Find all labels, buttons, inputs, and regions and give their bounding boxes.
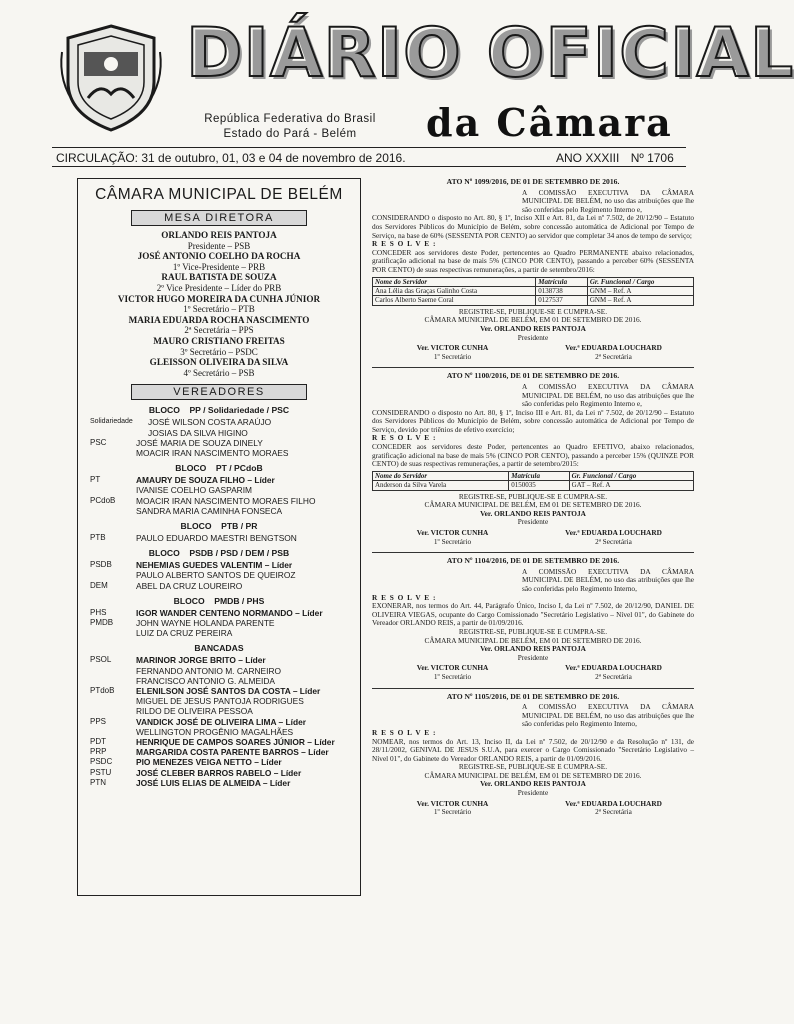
table-row <box>373 296 694 305</box>
party-label <box>90 570 136 580</box>
publish-line: REGISTRE-SE, PUBLIQUE-SE E CUMPRA-SE. <box>458 626 608 636</box>
place-date-line: CÂMARA MUNICIPAL DE BELÉM, EM 01 DE SETEMBRO DE 2016. <box>424 770 642 780</box>
member-name: IVANISE COELHO GASPARIM <box>136 485 253 496</box>
party-label: PSOL <box>90 655 112 665</box>
member-row <box>78 768 360 778</box>
president-signature <box>372 510 694 527</box>
member-row <box>78 417 360 427</box>
member-name: AMAURY DE SOUZA FILHO – Líder <box>136 475 275 486</box>
party-label: PSC <box>90 437 107 447</box>
act-resolve: CONCEDER aos servidores deste Poder, pertencentes ao Quadro PERMANENTE abaixo relacionados, gratificação adicional na base de mais 5% (CINCO POR CENTO), passando a perceber 60% (SESSENTA POR CENTO) de suas respectivas remunerações, a partir de setembro/2016: <box>372 247 694 274</box>
edition-info <box>556 151 674 165</box>
member-row <box>78 727 360 737</box>
table-header: Matrícula <box>536 277 588 286</box>
act-block <box>372 372 694 546</box>
table-header: Nome do Servidor <box>373 277 536 286</box>
bloco-label: BLOCO <box>175 463 207 474</box>
act-separator <box>372 688 694 689</box>
servants-table <box>372 471 694 491</box>
mesa-member-role: 2º Vice Presidente – Líder do PRB <box>156 282 282 293</box>
member-name: JOSÉ CLEBER BARROS RABELO – Líder <box>136 767 302 778</box>
issuer-block <box>200 112 380 142</box>
member-name: SANDRA MARIA CAMINHA FONSECA <box>136 505 283 516</box>
secretary-1-signature <box>383 800 523 817</box>
chamber-title: CÂMARA MUNICIPAL DE BELÉM <box>95 186 343 203</box>
member-row <box>78 485 360 495</box>
act-intro: A COMISSÃO EXECUTIVA DA CÂMARA MUNICIPAL DE BELÉM, no uso das atribuições que lhe são conferidas pelo Regimento Interno e, <box>522 381 694 409</box>
president-role: Presidente <box>517 517 549 527</box>
table-cell: Ana Lélia das Graças Galinho Costa <box>373 286 536 295</box>
act-intro: A COMISSÃO EXECUTIVA DA CÂMARA MUNICIPAL DE BELÉM, no uso das atribuições que lhe são conferidas pelo Regimento Interno, <box>522 702 694 729</box>
act-separator <box>372 552 694 553</box>
member-row <box>78 428 360 438</box>
secretary-2-name: Ver.ª EDUARDA LOUCHARD <box>565 663 662 673</box>
publication-subtitle: da Câmara <box>426 100 673 145</box>
member-name: JOSIAS DA SILVA HIGINO <box>148 427 248 438</box>
mesa-member-name: VICTOR HUGO MOREIRA DA CUNHA JÚNIOR <box>117 293 321 304</box>
member-name: MOACIR IRAN NASCIMENTO MORAES FILHO <box>136 495 316 506</box>
table-header-row <box>373 277 694 286</box>
secretary-2-role: 2ª Secretária <box>595 536 632 546</box>
member-name: ABEL DA CRUZ LOUREIRO <box>136 580 243 591</box>
bloco-heading <box>78 405 360 415</box>
bloco-parties: PMDB / PHS <box>214 595 265 606</box>
mesa-member-name: MARIA EDUARDA ROCHA NASCIMENTO <box>128 314 310 325</box>
member-name: RILDO DE OLIVEIRA PESSOA <box>136 706 253 717</box>
member-row <box>78 676 360 686</box>
secretary-1-role: 1º Secretário <box>433 536 472 546</box>
member-row <box>78 747 360 757</box>
member-row <box>78 506 360 516</box>
bloco-parties: PT / PCdoB <box>215 463 263 474</box>
publish-line: REGISTRE-SE, PUBLIQUE-SE E CUMPRA-SE. <box>458 491 608 501</box>
table-header: Nome do Servidor <box>373 471 509 480</box>
secretary-1-signature <box>383 664 523 681</box>
table-row <box>373 481 694 490</box>
secretary-1-name: Ver. VICTOR CUNHA <box>416 528 489 538</box>
publish-line: REGISTRE-SE, PUBLIQUE-SE E CUMPRA-SE. <box>458 306 608 316</box>
secretary-2-role: 2ª Secretária <box>595 671 632 681</box>
president-name: Ver. ORLANDO REIS PANTOJA <box>480 508 586 518</box>
party-label <box>90 448 136 458</box>
bancadas-list <box>78 655 360 788</box>
secretary-1-role: 1º Secretário <box>433 351 472 361</box>
president-signature <box>372 645 694 662</box>
member-row <box>78 533 360 543</box>
table-row <box>373 286 694 295</box>
table-cell: Carlos Alberto Saeme Coral <box>373 296 536 305</box>
member-name: MARINOR JORGE BRITO – Líder <box>136 655 266 666</box>
party-label: PSDB <box>90 560 112 570</box>
president-role: Presidente <box>517 332 549 342</box>
party-label: PT <box>90 475 101 485</box>
member-name: MIGUEL DE JESUS PANTOJA RODRIGUES <box>136 696 304 707</box>
member-name: HENRIQUE DE CAMPOS SOARES JÚNIOR – Líder <box>136 736 335 747</box>
party-label: PSDC <box>90 757 113 767</box>
party-label <box>90 485 136 495</box>
secretary-1-name: Ver. VICTOR CUNHA <box>416 798 489 808</box>
secretary-2-signature <box>544 800 684 817</box>
masthead-rule-top <box>52 147 686 148</box>
member-name: NEHEMIAS GUEDES VALENTIM – Líder <box>136 560 293 571</box>
member-name: PAULO EDUARDO MAESTRI BENGTSON <box>136 532 297 543</box>
mesa-member-role: Presidente – PSB <box>187 240 251 251</box>
member-name: JOSÉ MARIA DE SOUZA DINELY <box>136 437 263 448</box>
party-label: PTB <box>90 532 106 542</box>
secretary-1-role: 1º Secretário <box>433 671 472 681</box>
party-label: PHS <box>90 607 107 617</box>
bloco-heading <box>78 548 360 558</box>
party-label: Solidariedade <box>90 418 133 426</box>
act-considerando: CONSIDERANDO o disposto no Art. 80, § 1º, Inciso XII e Art. 81, da Lei nº 7.502, de 20/12/90 – Estatuto dos Servidores Públicos do Município de Belém, sobre concessão automática de Adicional por Tempo de Serviço, na base de 60% (SESSENTA POR CENTO) ao servidor que completar 34 anos de tempo de serviço; <box>372 213 694 240</box>
masthead-rule-bottom <box>52 166 686 167</box>
party-label <box>90 727 136 737</box>
mesa-member-role: 1º Vice-Presidente – PRB <box>172 261 266 272</box>
party-label: PRP <box>90 747 107 757</box>
secretary-2-signature <box>544 529 684 546</box>
act-title: ATO Nº 1099/2016, DE 01 DE SETEMBRO DE 2016. <box>446 177 620 186</box>
act-separator <box>372 367 694 368</box>
mesa-member-name: GLEISSON OLIVEIRA DA SILVA <box>149 357 289 368</box>
mesa-diretora-list <box>78 230 360 378</box>
mesa-member-role: 4º Secretário – PSB <box>183 367 255 378</box>
party-label <box>90 628 136 638</box>
party-label: PTN <box>90 777 106 787</box>
member-row <box>78 757 360 767</box>
publication-title: DIÁRIO OFICIAL <box>186 14 794 93</box>
secretary-2-name: Ver.ª EDUARDA LOUCHARD <box>565 798 662 808</box>
secretaries-signatures <box>372 529 694 546</box>
resolve-label: R E S O L V E : <box>372 592 437 602</box>
member-row <box>78 666 360 676</box>
party-label: DEM <box>90 580 108 590</box>
member-row <box>78 628 360 638</box>
resolve-label: R E S O L V E : <box>372 433 437 443</box>
blocos-list <box>78 405 360 638</box>
bloco-parties: PSDB / PSD / DEM / PSB <box>189 548 290 559</box>
table-cell: 0150035 <box>509 481 569 490</box>
member-row <box>78 706 360 716</box>
act-block <box>372 178 694 361</box>
party-label: PCdoB <box>90 495 116 505</box>
act-title: ATO Nº 1105/2016, DE 01 DE SETEMBRO DE 2016. <box>446 691 620 701</box>
secretary-1-role: 1º Secretário <box>433 807 472 817</box>
mesa-member-role: 3º Secretário – PSDC <box>180 346 258 357</box>
bloco-label: BLOCO <box>148 405 180 416</box>
member-name: JOSÉ LUIS ELIAS DE ALMEIDA – Líder <box>136 777 291 788</box>
table-cell: Anderson da Silva Varela <box>373 481 509 490</box>
president-signature <box>372 325 694 342</box>
place-date-line: CÂMARA MUNICIPAL DE BELÉM, EM 01 DE SETEMBRO DE 2016. <box>424 315 642 325</box>
party-label: PMDB <box>90 617 114 627</box>
party-label <box>90 696 136 706</box>
mesa-member-name: RAUL BATISTA DE SOUZA <box>161 272 277 283</box>
acts-column <box>372 178 694 823</box>
secretary-2-name: Ver.ª EDUARDA LOUCHARD <box>565 528 662 538</box>
bloco-label: BLOCO <box>173 595 205 606</box>
member-row <box>78 475 360 485</box>
member-row <box>78 560 360 570</box>
table-header: Matrícula <box>509 471 569 480</box>
circulation-dates: CIRCULAÇÃO: 31 de outubro, 01, 03 e 04 de novembro de 2016. <box>56 151 406 165</box>
bloco-label: BLOCO <box>148 548 180 559</box>
mesa-member-role: 2ª Secretária – PPS <box>184 325 254 336</box>
member-name: PAULO ALBERTO SANTOS DE QUEIROZ <box>136 570 296 581</box>
party-label: PSTU <box>90 767 112 777</box>
party-label <box>90 676 136 686</box>
mesa-member-name: ORLANDO REIS PANTOJA <box>161 230 277 240</box>
secretary-2-name: Ver.ª EDUARDA LOUCHARD <box>565 343 662 353</box>
member-name: WELLINGTON PROGÊNIO MAGALHÃES <box>136 726 294 737</box>
member-name: PIO MENEZES VEIGA NETTO – Líder <box>136 757 282 768</box>
member-name: JOHN WAYNE HOLANDA PARENTE <box>136 617 275 628</box>
act-resolve: NOMEAR, nos termos do Art. 13, Inciso II, da Lei nº 7.502, de 20/12/90 e da Resolução nº 131, de 28/11/2002, GENIVAL DE JESUS S.U.A, para exercer o Cargo Comissionado "Secretário Legislativo – Nível 01", do Gabinete do Vereador ORLANDO REIS, a partir de 01/09/2016. <box>372 736 694 763</box>
member-name: VANDICK JOSÉ DE OLIVEIRA LIMA – Líder <box>136 716 307 727</box>
mesa-diretora-heading: MESA DIRETORA <box>131 210 307 226</box>
member-row <box>78 618 360 628</box>
member-row <box>78 581 360 591</box>
member-name: MOACIR IRAN NASCIMENTO MORAES <box>136 447 289 458</box>
bloco-parties: PP / Solidariedade / PSC <box>189 405 290 416</box>
act-considerando: CONSIDERANDO o disposto no Art. 80, § 1º, Inciso III e Art. 81, da Lei nº 7.502, de 20/12/90 – Estatuto dos Servidores Públicos do Município de Belém, sobre concessão automática de Adicional por Tempo de Serviço, devido por triênios de efetivo exercício; <box>372 407 694 434</box>
party-label: PDT <box>90 736 106 746</box>
act-title: ATO Nº 1100/2016, DE 01 DE SETEMBRO DE 2016. <box>446 371 620 381</box>
republica-line: República Federativa do Brasil <box>204 113 376 125</box>
table-cell: GNM – Ref. A <box>587 296 693 305</box>
president-name: Ver. ORLANDO REIS PANTOJA <box>480 779 586 789</box>
act-resolve: CONCEDER aos servidores deste Poder, pertencentes ao Quadro EFETIVO, abaixo relacionados, gratificação adicional na base de mais 5% (CINCO POR CENTO), passando a perceber 15% (QUINZE POR CENTO) de suas respectivas remunerações, a partir de setembro/2015: <box>372 442 694 469</box>
issue-number: Nº 1706 <box>630 151 674 165</box>
bloco-heading <box>78 463 360 473</box>
masthead <box>0 0 794 170</box>
secretary-1-name: Ver. VICTOR CUNHA <box>416 343 489 353</box>
member-name: MARGARIDA COSTA PARENTE BARROS – Líder <box>136 747 329 758</box>
act-block <box>372 693 694 817</box>
member-row <box>78 717 360 727</box>
table-header: Gr. Funcional / Cargo <box>569 471 693 480</box>
secretaries-signatures <box>372 344 694 361</box>
place-date-line: CÂMARA MUNICIPAL DE BELÉM, EM 01 DE SETEMBRO DE 2016. <box>424 635 642 645</box>
president-name: Ver. ORLANDO REIS PANTOJA <box>480 644 586 654</box>
member-name: ELENILSON JOSÉ SANTOS DA COSTA – Líder <box>136 685 321 696</box>
mesa-member-name: MAURO CRISTIANO FREITAS <box>153 335 285 346</box>
member-row <box>78 448 360 458</box>
member-row <box>78 686 360 696</box>
table-header: Gr. Funcional / Cargo <box>587 277 693 286</box>
bloco-label: BLOCO <box>180 520 212 531</box>
table-cell: GNM – Ref. A <box>587 286 693 295</box>
table-header-row <box>373 471 694 480</box>
chamber-directory-box <box>77 178 361 896</box>
member-name: FRANCISCO ANTONIO G. ALMEIDA <box>136 675 275 686</box>
member-row <box>78 496 360 506</box>
president-signature <box>372 780 694 797</box>
vereadores-heading: VEREADORES <box>131 384 307 400</box>
member-name: IGOR WANDER CENTENO NORMANDO – Líder <box>136 607 323 618</box>
party-label <box>90 666 136 676</box>
secretary-1-signature <box>383 344 523 361</box>
table-cell: 0138738 <box>536 286 588 295</box>
president-role: Presidente <box>517 652 549 662</box>
table-cell: 0127537 <box>536 296 588 305</box>
bloco-heading <box>78 521 360 531</box>
publish-line: REGISTRE-SE, PUBLIQUE-SE E CUMPRA-SE. <box>458 762 608 772</box>
secretary-2-signature <box>544 664 684 681</box>
member-name: JOSÉ WILSON COSTA ARAÚJO <box>148 417 272 428</box>
member-row <box>78 608 360 618</box>
president-role: Presidente <box>517 788 549 798</box>
secretaries-signatures <box>372 664 694 681</box>
president-name: Ver. ORLANDO REIS PANTOJA <box>480 323 586 333</box>
servants-table <box>372 277 694 306</box>
secretary-2-signature <box>544 344 684 361</box>
secretary-2-role: 2ª Secretária <box>595 351 632 361</box>
party-label <box>90 506 136 516</box>
party-label <box>90 706 136 716</box>
secretary-2-role: 2ª Secretária <box>595 807 632 817</box>
secretary-1-signature <box>383 529 523 546</box>
resolve-label: R E S O L V E : <box>372 239 437 249</box>
member-row <box>78 778 360 788</box>
act-intro: A COMISSÃO EXECUTIVA DA CÂMARA MUNICIPAL DE BELÉM, no uso das atribuições que lhe são conferidas pelo Regimento Interno, <box>522 566 694 593</box>
mesa-member-role: 1º Secretário – PTB <box>183 304 255 315</box>
place-date-line: CÂMARA MUNICIPAL DE BELÉM, EM 01 DE SETEMBRO DE 2016. <box>424 500 642 510</box>
act-title: ATO Nº 1104/2016, DE 01 DE SETEMBRO DE 2016. <box>446 556 620 566</box>
estado-line: Estado do Pará - Belém <box>223 128 357 140</box>
table-cell: GAT – Ref. A <box>569 481 693 490</box>
member-row <box>78 737 360 747</box>
member-row <box>78 696 360 706</box>
bancadas-heading: BANCADAS <box>194 643 244 654</box>
secretary-1-name: Ver. VICTOR CUNHA <box>416 663 489 673</box>
resolve-label: R E S O L V E : <box>372 727 437 737</box>
member-row <box>78 655 360 665</box>
member-name: FERNANDO ANTONIO M. CARNEIRO <box>136 665 282 676</box>
act-resolve: EXONERAR, nos termos do Art. 44, Parágrafo Único, Inciso I, da Lei nº 7.502, de 20/12/90, DANIEL DE OLIVEIRA VIEGAS, ocupante do Cargo Comissionado "Secretário Legislativo – Nível 01", do Gabinete do Vereador ORLANDO REIS, a partir de 01/09/2016. <box>372 601 694 628</box>
member-row <box>78 438 360 448</box>
member-row <box>78 570 360 580</box>
secretaries-signatures <box>372 800 694 817</box>
act-intro: A COMISSÃO EXECUTIVA DA CÂMARA MUNICIPAL DE BELÉM, no uso das atribuições que lhe são conferidas pelo Regimento Interno e, <box>522 187 694 214</box>
bloco-parties: PTB / PR <box>221 520 258 531</box>
party-label: PPS <box>90 716 107 726</box>
member-name: LUIZ DA CRUZ PEREIRA <box>136 628 233 639</box>
party-label <box>90 428 148 438</box>
belem-coat-of-arms-icon <box>58 22 164 134</box>
party-label: PTdoB <box>90 685 115 695</box>
bloco-heading <box>78 596 360 606</box>
act-block <box>372 557 694 681</box>
year-label: ANO XXXIII <box>556 151 620 165</box>
mesa-member-name: JOSÉ ANTONIO COELHO DA ROCHA <box>137 251 301 262</box>
